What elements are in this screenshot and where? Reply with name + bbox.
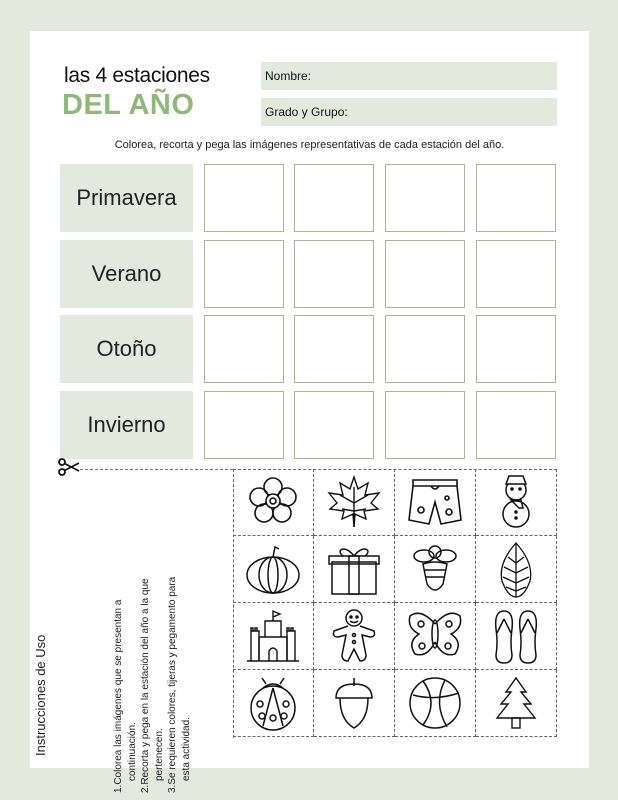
pumpkin-icon[interactable] (233, 536, 314, 603)
season-label-verano: Verano (60, 240, 193, 308)
cutout-grid (233, 469, 557, 738)
usage-step-line: 3.Se requieren colores, tijeras y pegamento para (167, 576, 178, 793)
beach-ball-icon[interactable] (395, 670, 476, 737)
bee-icon[interactable] (395, 536, 476, 603)
gift-box-icon[interactable] (314, 536, 395, 603)
title-line-1: las 4 estaciones (64, 64, 210, 87)
pine-tree-icon[interactable] (476, 670, 557, 737)
paste-box[interactable] (204, 164, 284, 232)
paste-box[interactable] (204, 240, 284, 308)
paste-box[interactable] (204, 391, 284, 459)
usage-step-line: pertenecen. (153, 728, 165, 781)
paste-box[interactable] (476, 164, 556, 232)
usage-title: Instrucciones de Uso (33, 634, 48, 756)
paste-box[interactable] (476, 240, 556, 308)
paste-box[interactable] (476, 315, 556, 383)
season-label-invierno: Invierno (60, 391, 193, 459)
paste-box[interactable] (476, 391, 556, 459)
paste-box[interactable] (204, 315, 284, 383)
scissors-icon (58, 458, 80, 476)
swim-shorts-icon[interactable] (395, 469, 476, 536)
ladybug-icon[interactable] (233, 670, 314, 737)
grade-field[interactable]: Grado y Grupo: (261, 98, 557, 126)
title-line-2: DEL AÑO (62, 89, 195, 121)
paste-box[interactable] (294, 315, 374, 383)
flower-icon[interactable] (233, 469, 314, 536)
paste-box[interactable] (385, 240, 465, 308)
paste-box[interactable] (294, 240, 374, 308)
butterfly-icon[interactable] (395, 603, 476, 670)
acorn-icon[interactable] (314, 670, 395, 737)
name-field[interactable]: Nombre: (261, 62, 557, 90)
paste-box[interactable] (385, 164, 465, 232)
worksheet (30, 31, 589, 793)
paste-box[interactable] (385, 315, 465, 383)
instructions-text: Colorea, recorta y pega las imágenes representativas de cada estación del año. (114, 139, 505, 151)
usage-steps (112, 453, 192, 793)
season-label-primavera: Primavera (60, 164, 193, 232)
pinecone-icon[interactable] (476, 536, 557, 603)
snowman-icon[interactable] (476, 469, 557, 536)
usage-step-line: esta actividad. (180, 717, 192, 781)
paste-box[interactable] (294, 164, 374, 232)
gingerbread-man-icon[interactable] (314, 603, 395, 670)
usage-step-line: 1.Colorea las imágenes que se presentan a (113, 599, 124, 793)
paste-box[interactable] (385, 391, 465, 459)
maple-leaf-icon[interactable] (314, 469, 395, 536)
season-label-otono: Otoño (60, 315, 193, 383)
usage-step-line: 2.Recorta y pega en la estación del año a la que (140, 578, 151, 793)
flip-flops-icon[interactable] (476, 603, 557, 670)
sandcastle-icon[interactable] (233, 603, 314, 670)
usage-step-line: continuación. (126, 722, 138, 781)
paste-box[interactable] (294, 391, 374, 459)
